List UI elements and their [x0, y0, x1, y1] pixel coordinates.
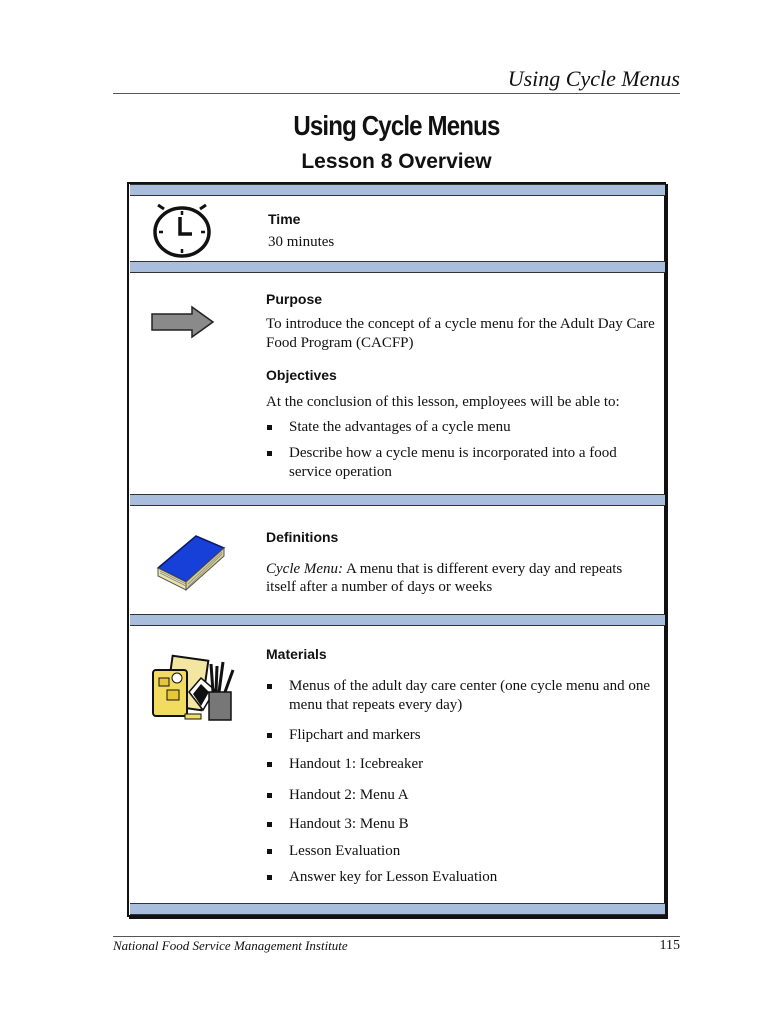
material-item: Flipchart and markers [266, 726, 646, 745]
clock-icon [150, 203, 214, 259]
purpose-heading: Purpose [266, 291, 323, 307]
objectives-heading: Objectives [266, 367, 337, 383]
arrow-right-icon [150, 305, 216, 339]
section-band [130, 614, 665, 626]
definition-line-2: itself after a number of days or weeks [266, 579, 493, 595]
section-band [130, 494, 665, 506]
purpose-line-2: Food Program (CACFP) [266, 335, 414, 351]
definition-line-1 [266, 560, 622, 579]
header-rule [113, 93, 680, 94]
section-band [130, 903, 665, 915]
purpose-line-1: To introduce the concept of a cycle menu for the Adult Day Care [266, 316, 655, 332]
page-number: 115 [659, 938, 680, 953]
materials-icon [145, 652, 240, 724]
material-item: Handout 3: Menu B [266, 815, 646, 834]
definition-term: Cycle Menu: [266, 561, 344, 577]
objective-item: State the advantages of a cycle menu [266, 418, 646, 437]
time-heading: Time [268, 211, 301, 227]
materials-heading: Materials [266, 646, 327, 662]
section-band [130, 184, 665, 196]
book-icon [152, 530, 228, 592]
section-band [130, 261, 665, 273]
definition-text: A menu that is different every day and repeats [343, 561, 623, 577]
material-item: Lesson Evaluation [266, 842, 646, 861]
objective-item: Describe how a cycle menu is incorporated into a food service operation [266, 444, 626, 482]
material-item: Handout 1: Icebreaker [266, 755, 646, 774]
material-item: Handout 2: Menu A [266, 786, 646, 805]
footer-institute: National Food Service Management Institute [113, 938, 348, 953]
material-item: Menus of the adult day care center (one cycle menu and one menu that repeats every day) [266, 677, 656, 715]
objectives-intro: At the conclusion of this lesson, employees will be able to: [266, 394, 620, 410]
running-title: Using Cycle Menus [507, 66, 680, 91]
page-subtitle: Lesson 8 Overview [301, 150, 492, 173]
definitions-heading: Definitions [266, 529, 339, 545]
footer-rule [113, 936, 680, 937]
page-title: Using Cycle Menus [293, 110, 500, 141]
material-item: Answer key for Lesson Evaluation [266, 868, 646, 887]
time-value: 30 minutes [268, 234, 335, 250]
